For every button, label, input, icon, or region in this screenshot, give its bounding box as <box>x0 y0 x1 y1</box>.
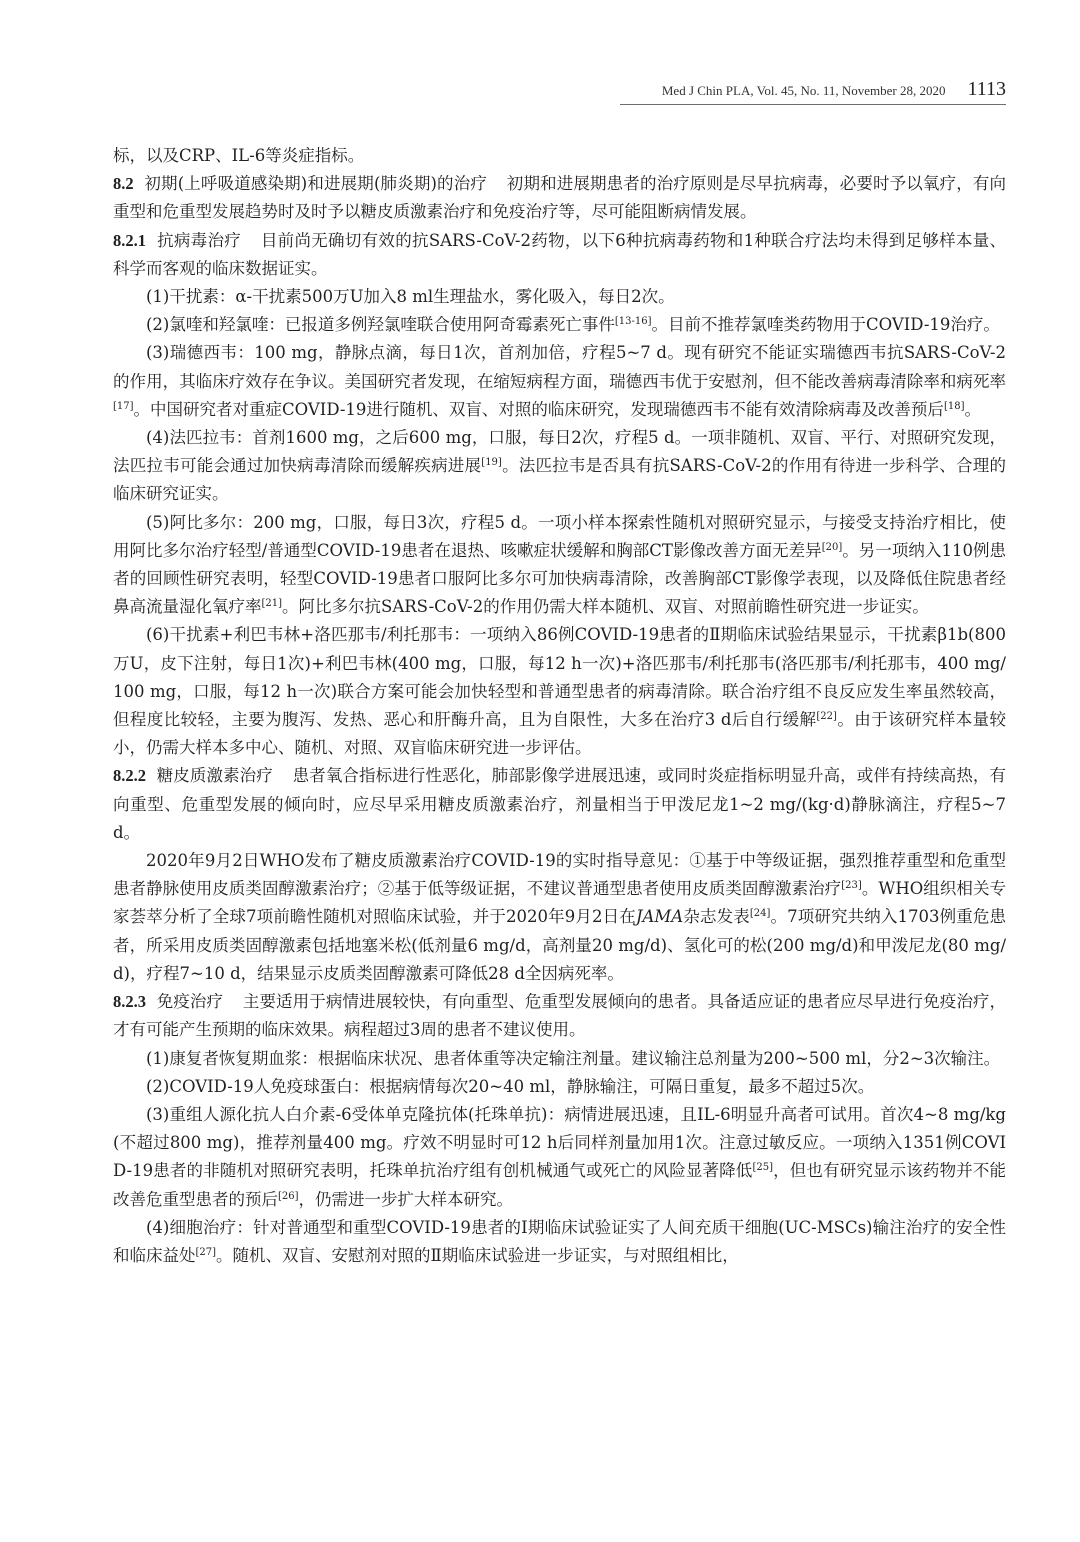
citation-ref: [18] <box>943 400 965 412</box>
drug-item-arbidol: (5)阿比多尔：200 mg，口服，每日3次，疗程5 d。一项小样本探索性随机对照研究显示，与接受支持治疗相比，使用阿比多尔治疗轻型/普通型COVID-19患者在退热、咳嗽症状缓解和胸部CT影像改善方面无差异[20]。另一项纳入110例患者的回顾性研究表明，轻型COVID-19患者口服阿比多尔可加快病毒清除，改善胸部CT影像学表现，以及降低住院患者经鼻高流量湿化氧疗率[21]。阿比多尔抗SARS-CoV-2的作用仍需大样本随机、双盲、对照前瞻性研究进一步证实。 <box>113 512 1007 617</box>
citation-ref: [17] <box>113 400 134 412</box>
immune-item-cell-therapy: (4)细胞治疗：针对普通型和重型COVID-19患者的Ⅰ期临床试验证实了人间充质干细胞(UC-MSCs)输注治疗的安全性和临床益处[27]。随机、双盲、安慰剂对照的Ⅱ期临床试验进一步证实，与对照组相比， <box>113 1217 1006 1265</box>
drug-item-remdesivir: (3)瑞德西韦：100 mg，静脉点滴，每日1次，首剂加倍，疗程5~7 d。现有研究不能证实瑞德西韦抗SARS-CoV-2的作用，其临床疗效存在争议。美国研究者发现，在缩短病程方面，瑞德西韦优于安慰剂，但不能改善病毒清除率和病死率[17]。中国研究者对重症COVID-19进行随机、双盲、对照的临床研究，发现瑞德西韦不能有效清除病毒及改善预后[18]。 <box>113 343 1006 419</box>
drug-item-chloroquine: (2)氯喹和羟氯喹：已报道多例羟氯喹联合使用阿奇霉素死亡事件[13-16]。目前不推荐氯喹类药物用于COVID-19治疗。 <box>146 315 1000 335</box>
section-body: 初期和进展期患者的治疗原则是尽早抗病毒，必要时予以氧疗，有向重型和危重型发展趋势时及时予以糖皮质激素治疗和免疫治疗等，尽可能阻断病情发展。 <box>113 174 1007 222</box>
section-8-2 <box>113 170 1006 226</box>
citation-ref: [26] <box>278 1190 299 1202</box>
citation-ref: [23] <box>841 880 862 892</box>
citation-ref: [13-16] <box>614 316 652 328</box>
citation-ref: [24] <box>749 908 771 920</box>
drug-item-interferon: (1)干扰素：α-干扰素500万U加入8 ml生理盐水，雾化吸入，每日2次。 <box>146 287 675 307</box>
running-header <box>0 78 1006 101</box>
section-8-2-3 <box>113 988 1006 1044</box>
citation-ref: [22] <box>816 711 837 723</box>
section-title: 免疫治疗 <box>156 992 224 1012</box>
immune-item-immunoglobulin: (2)COVID-19人免疫球蛋白：根据病情每次20~40 ml，静脉输注，可隔日重复，最多不超过5次。 <box>146 1076 875 1096</box>
immune-item-plasma: (1)康复者恢复期血浆：根据临床状况、患者体重等决定输注剂量。建议输注总剂量为200~500 ml，分2~3次输注。 <box>146 1048 1001 1068</box>
citation-ref: [19] <box>481 457 502 469</box>
section-number: 8.2.1 <box>113 230 146 250</box>
drug-item-combination: (6)干扰素+利巴韦林+洛匹那韦/利托那韦：一项纳入86例COVID-19患者的Ⅱ期临床试验结果显示，干扰素β1b(800万U，皮下注射，每日1次)+利巴韦林(400 mg，口服，每12 h一次)+洛匹那韦/利托那韦(洛匹那韦/利托那韦，400 mg/100 mg，口服，每12 h一次)联合方案可能会加快轻型和普通型患者的病毒清除。联合治疗组不良反应发生率虽然较高，但程度比较轻，主要为腹泻、发热、恶心和肝酶升高，且为自限性，大多在治疗3 d后自行缓解[22]。由于该研究样本量较小，仍需大样本多中心、随机、对照、双盲临床研究进一步评估。 <box>113 625 1007 758</box>
who-guidance-paragraph: 2020年9月2日WHO发布了糖皮质激素治疗COVID-19的实时指导意见：①基于中等级证据，强烈推荐重型和危重型患者静脉使用皮质类固醇激素治疗；②基于低等级证据，不建议普通型患者使用皮质类固醇激素治疗[23]。WHO组织相关专家荟萃分析了全球7项前瞻性随机对照临床试验，并于2020年9月2日在JAMA杂志发表[24]。7项研究共纳入1703例重危患者，所采用皮质类固醇激素包括地塞米松(低剂量6 mg/d，高剂量20 mg/d)、氢化可的松(200 mg/d)和甲泼尼龙(80 mg/d)，疗程7~10 d，结果显示皮质类固醇激素可降低28 d全因病死率。 <box>113 851 1006 983</box>
citation-ref: [21] <box>261 598 283 610</box>
section-body: 患者氧合指标进行性恶化，肺部影像学进展迅速，或同时炎症指标明显升高，或伴有持续高热，有向重型、危重型发展的倾向时，应尽早采用糖皮质激素治疗，剂量相当于甲泼尼龙1~2 mg/(kg·d)静脉滴注，疗程5~7 d。 <box>113 766 1007 842</box>
section-body: 主要适用于病情进展较快，有向重型、危重型发展倾向的患者。具备适应证的患者应尽早进行免疫治疗，才有可能产生预期的临床效果。病程超过3周的患者不建议使用。 <box>113 992 1007 1040</box>
drug-item-favipiravir: (4)法匹拉韦：首剂1600 mg，之后600 mg，口服，每日2次，疗程5 d。一项非随机、双盲、平行、对照研究发现，法匹拉韦可能会通过加快病毒清除而缓解疾病进展[19]。法匹拉韦是否具有抗SARS-CoV-2的作用有待进一步科学、合理的临床研究证实。 <box>113 428 1006 504</box>
section-8-2-1 <box>113 227 1006 283</box>
immune-item-tocilizumab: (3)重组人源化抗人白介素-6受体单克隆抗体(托珠单抗)：病情进展迅速，且IL-6明显升高者可试用。首次4~8 mg/kg(不超过800 mg)，推荐剂量400 mg。疗效不明显时可12 h后同样剂量加用1次。注意过敏反应。一项纳入1351例COVID-19患者的非随机对照研究表明，托珠单抗治疗组有创机械通气或死亡的风险显著降低[25]，但也有研究显示该药物并不能改善危重型患者的预后[26]，仍需进一步扩大样本研究。 <box>113 1104 1007 1209</box>
section-title: 糖皮质激素治疗 <box>156 766 273 786</box>
journal-citation: Med J Chin PLA, Vol. 45, No. 11, November 28, 2020 <box>661 83 946 98</box>
journal-name-jama: JAMA <box>635 907 684 927</box>
citation-ref: [20] <box>821 541 843 553</box>
section-title: 初期(上呼吸道感染期)和进展期(肺炎期)的治疗 <box>144 174 487 194</box>
section-number: 8.2 <box>113 174 134 194</box>
article-body <box>113 142 1006 1270</box>
paragraph-continuation: 标，以及CRP、IL-6等炎症指标。 <box>113 146 365 165</box>
section-number: 8.2.3 <box>113 992 146 1012</box>
citation-ref: [27] <box>195 1246 217 1258</box>
section-number: 8.2.2 <box>113 766 146 786</box>
section-body: 目前尚无确切有效的抗SARS-CoV-2药物，以下6种抗病毒药物和1种联合疗法均未得到足够样本量、科学而客观的临床数据证实。 <box>113 230 1007 278</box>
section-8-2-2 <box>113 762 1006 847</box>
page-number: 1113 <box>967 78 1006 100</box>
header-rule <box>620 104 1006 105</box>
section-title: 抗病毒治疗 <box>157 230 242 250</box>
citation-ref: [25] <box>752 1162 773 1174</box>
